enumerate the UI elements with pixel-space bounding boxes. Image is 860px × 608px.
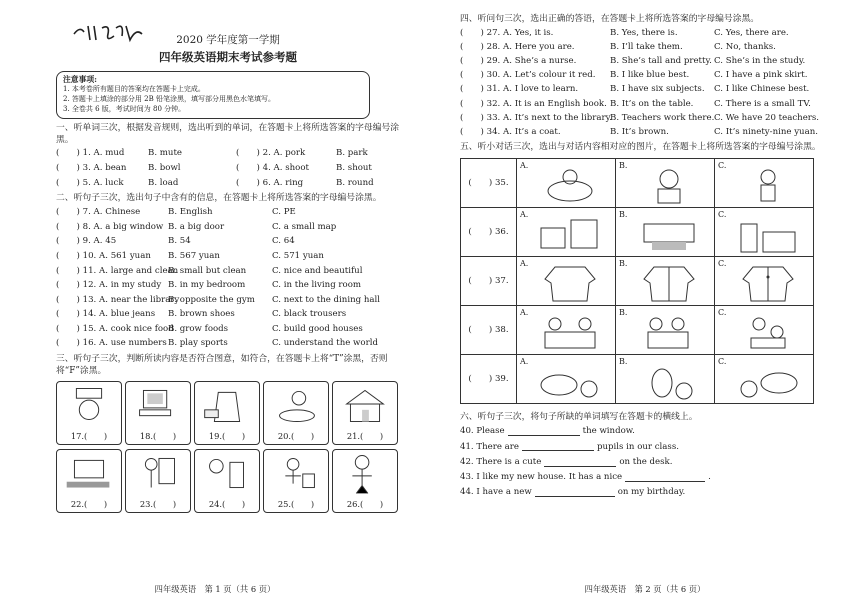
- answer-blank[interactable]: [508, 427, 580, 436]
- picture-cell: [332, 381, 398, 445]
- option-text: B. Yes, there is.: [610, 27, 678, 38]
- option-text: B. I like blue best.: [610, 70, 690, 81]
- question-number: ( ) 38.: [461, 306, 517, 355]
- option-letter: A.: [520, 308, 529, 318]
- option-text: C. Yes, there are.: [714, 27, 789, 38]
- option-text: B. I’ll take them.: [610, 41, 683, 52]
- option-text: B. It’s brown.: [610, 126, 669, 137]
- option-text: B. Teachers work there.: [610, 112, 715, 123]
- picture-option: [517, 306, 616, 355]
- page-2: [430, 0, 860, 608]
- illustration-icon: [634, 310, 704, 352]
- option-letter: A.: [520, 259, 529, 269]
- option-text: C. No, thanks.: [714, 41, 776, 52]
- picture-grid: [56, 381, 400, 513]
- question-row: [56, 249, 400, 264]
- sentence-start: 43. I like my new house. It has a nice: [460, 471, 623, 482]
- picture-option: [616, 257, 715, 306]
- table-row: [461, 257, 814, 306]
- option-text: ( ) 7. A. Chinese: [56, 207, 141, 218]
- section-6-list: [460, 424, 838, 500]
- answer-blank[interactable]: [544, 458, 616, 467]
- option-text: B. bowl: [148, 163, 181, 174]
- option-text: ( ) 3. A. bean: [56, 163, 127, 174]
- table-row: [461, 306, 814, 355]
- picture-option: [517, 355, 616, 404]
- picture-option: [715, 355, 814, 404]
- illustration-icon: [634, 359, 704, 401]
- option-text: B. a big door: [168, 221, 225, 232]
- option-text: C. It’s ninety-nine yuan.: [714, 126, 818, 137]
- picture-cell: [263, 449, 329, 513]
- option-text: B. 54: [168, 236, 191, 247]
- picture-option: [715, 257, 814, 306]
- option-letter: A.: [520, 161, 529, 171]
- option-text: C. We have 20 teachers.: [714, 112, 820, 123]
- picture-cell: [125, 449, 191, 513]
- option-text: C. She’s in the study.: [714, 55, 806, 66]
- option-letter: B.: [619, 210, 628, 220]
- illustration-icon: [195, 450, 259, 496]
- question-row: [56, 147, 400, 162]
- fill-blank-row: [460, 439, 838, 454]
- notice-item: 2. 答题卡上填涂的部分用 2B 铅笔涂黑，填写部分用黑色水笔填写。: [63, 95, 275, 104]
- picture-option: [616, 355, 715, 404]
- exam-title: 四年级英语期末考试参考题: [159, 50, 297, 65]
- option-text: C. black trousers: [272, 309, 347, 320]
- table-row: [461, 355, 814, 404]
- question-row: [56, 322, 400, 337]
- picture-option: [616, 306, 715, 355]
- option-text: B. play sports: [168, 338, 228, 349]
- sentence-end: pupils in our class.: [597, 441, 679, 452]
- option-letter: B.: [619, 259, 628, 269]
- question-row: [56, 264, 400, 279]
- option-text: C. There is a small TV.: [714, 98, 811, 109]
- picture-option: [715, 159, 814, 208]
- illustration-icon: [535, 163, 605, 205]
- option-letter: B.: [619, 161, 628, 171]
- question-row: [460, 40, 838, 54]
- question-row: [460, 125, 838, 139]
- question-row: [56, 234, 400, 249]
- illustration-icon: [733, 212, 803, 254]
- option-text: ( ) 4. A. shoot: [236, 163, 309, 174]
- answer-blank[interactable]: [625, 473, 705, 482]
- question-row: [56, 220, 400, 235]
- option-text: B. I have six subjects.: [610, 84, 705, 95]
- option-text: C. 64: [272, 236, 295, 247]
- page-footer: 四年级英语 第 2 页（共 6 页）: [584, 584, 706, 594]
- option-text: B. grow foods: [168, 323, 229, 334]
- option-text: ( ) 14. A. blue jeans: [56, 309, 156, 320]
- picture-cell: [194, 449, 260, 513]
- illustration-icon: [733, 359, 803, 401]
- sentence-start: 40. Please: [460, 426, 505, 437]
- sentence-end: the window.: [582, 426, 635, 437]
- picture-label: 25.( ): [277, 498, 315, 509]
- question-row: [56, 161, 400, 176]
- notice-title: 注意事项:: [63, 74, 98, 84]
- question-number: ( ) 36.: [461, 208, 517, 257]
- illustration-icon: [264, 382, 328, 428]
- option-text: ( ) 15. A. cook nice food: [56, 323, 174, 334]
- table-row: [461, 208, 814, 257]
- illustration-icon: [57, 382, 121, 428]
- question-row: [56, 293, 400, 308]
- fill-blank-row: [460, 485, 838, 500]
- sentence-end: on my birthday.: [617, 487, 686, 498]
- illustration-icon: [535, 212, 605, 254]
- question-row: [460, 97, 838, 111]
- picture-option: [616, 159, 715, 208]
- option-text: B. small but clean: [168, 265, 247, 276]
- option-text: C. nice and beautiful: [272, 265, 363, 276]
- section-1-list: [56, 147, 400, 191]
- section-3-title: 三、听句子三次，判断所读内容是否符合图意，如符合，在答题卡上将“T”涂黑，否则将“F”涂黑。: [56, 354, 388, 377]
- question-row: [460, 54, 838, 68]
- answer-blank[interactable]: [535, 488, 615, 497]
- option-text: ( ) 29. A. She’s a nurse.: [460, 55, 577, 66]
- option-text: B. 567 yuan: [168, 250, 220, 261]
- illustration-icon: [535, 359, 605, 401]
- sentence-start: 42. There is a cute: [460, 456, 542, 467]
- section-2-list: [56, 205, 400, 351]
- option-text: ( ) 32. A. It is an English book.: [460, 98, 607, 109]
- option-text: ( ) 12. A. in my study: [56, 280, 162, 291]
- section-5-title: 五、听小对话三次，选出与对话内容相对应的图片，在答题卡上将所选答案的字母编号涂黑。: [460, 142, 821, 153]
- question-row: [56, 337, 400, 352]
- illustration-icon: [264, 450, 328, 496]
- handwritten-logo: [70, 20, 150, 44]
- option-text: B. load: [148, 177, 179, 188]
- picture-label: 21.( ): [346, 430, 384, 441]
- notice-item: 1. 本考卷所有题目的答案均在答题卡上完成。: [63, 85, 205, 94]
- option-letter: C.: [718, 259, 727, 269]
- option-text: ( ) 9. A. 45: [56, 236, 117, 247]
- picture-label: 17.( ): [70, 430, 108, 441]
- option-text: B. in my bedroom: [168, 280, 246, 291]
- option-letter: A.: [520, 357, 529, 367]
- picture-label: 18.( ): [139, 430, 177, 441]
- notice-item: 3. 全卷共 6 版，考试时间为 80 分钟。: [63, 105, 186, 113]
- option-text: ( ) 31. A. I love to learn.: [460, 84, 579, 95]
- option-text: B. mute: [148, 148, 183, 159]
- option-letter: B.: [619, 357, 628, 367]
- picture-cell: [125, 381, 191, 445]
- option-text: B. English: [168, 207, 213, 218]
- option-text: C. 571 yuan: [272, 250, 324, 261]
- fill-blank-row: [460, 455, 838, 470]
- answer-blank[interactable]: [522, 442, 594, 451]
- picture-cell: [194, 381, 260, 445]
- option-letter: C.: [718, 161, 727, 171]
- option-text: B. park: [336, 148, 368, 159]
- illustration-icon: [733, 163, 803, 205]
- question-row: [56, 278, 400, 293]
- section-5-table: [460, 158, 814, 404]
- picture-option: [517, 257, 616, 306]
- sentence-start: 41. There are: [460, 441, 519, 452]
- illustration-icon: [126, 450, 190, 496]
- option-text: C. next to the dining hall: [272, 294, 381, 305]
- section-1-title: 一、听单词三次，根据发音规则，选出听到的单词，在答题卡上将所选答案的字母编号涂黑。: [56, 122, 400, 145]
- question-row: [56, 176, 400, 191]
- page-footer: 四年级英语 第 1 页（共 6 页）: [154, 584, 276, 594]
- illustration-icon: [634, 261, 704, 303]
- option-text: ( ) 33. A. It’s next to the library.: [460, 112, 613, 123]
- illustration-icon: [535, 261, 605, 303]
- picture-option: [715, 306, 814, 355]
- option-letter: B.: [619, 308, 628, 318]
- illustration-icon: [195, 382, 259, 428]
- question-row: [460, 68, 838, 82]
- option-letter: C.: [718, 357, 727, 367]
- picture-label: 26.( ): [346, 498, 384, 509]
- section-2-title: 二、听句子三次，选出句子中含有的信息，在答题卡上将所选答案的字母编号涂黑。: [56, 193, 382, 204]
- option-text: ( ) 1. A. mud: [56, 148, 125, 159]
- section-6-title: 六、听句子三次，将句子所缺的单词填写在答题卡的横线上。: [460, 412, 698, 423]
- picture-option: [517, 208, 616, 257]
- illustration-icon: [733, 310, 803, 352]
- option-text: ( ) 6. A. ring: [236, 177, 304, 188]
- option-text: B. It’s on the table.: [610, 98, 694, 109]
- fill-blank-row: [460, 470, 838, 485]
- option-text: C. PE: [272, 207, 296, 218]
- sentence-start: 44. I have a new: [460, 487, 532, 498]
- option-text: ( ) 11. A. large and clean: [56, 265, 179, 276]
- option-text: B. opposite the gym: [168, 294, 255, 305]
- option-text: B. brown shoes: [168, 309, 235, 320]
- question-row: [56, 307, 400, 322]
- option-text: C. I have a pink skirt.: [714, 70, 808, 81]
- picture-cell: [56, 449, 122, 513]
- sentence-end: .: [708, 471, 711, 482]
- option-text: ( ) 8. A. a big window: [56, 221, 164, 232]
- year-title: 2020 学年度第一学期: [176, 34, 280, 46]
- option-text: ( ) 27. A. Yes, it is.: [460, 27, 554, 38]
- illustration-icon: [333, 450, 397, 496]
- illustration-icon: [634, 163, 704, 205]
- option-text: B. She’s tall and pretty.: [610, 55, 712, 66]
- option-text: ( ) 13. A. near the library: [56, 294, 180, 305]
- picture-option: [715, 208, 814, 257]
- picture-option: [616, 208, 715, 257]
- picture-cell: [332, 449, 398, 513]
- option-text: B. round: [336, 177, 374, 188]
- question-number: ( ) 37.: [461, 257, 517, 306]
- option-text: ( ) 16. A. use numbers: [56, 338, 167, 349]
- option-text: C. understand the world: [272, 338, 378, 349]
- table-row: [461, 159, 814, 208]
- option-text: ( ) 28. A. Here you are.: [460, 41, 575, 52]
- notice-box: [56, 71, 370, 119]
- picture-label: 23.( ): [139, 498, 177, 509]
- option-letter: C.: [718, 308, 727, 318]
- section-4-list: [460, 26, 838, 140]
- illustration-icon: [535, 310, 605, 352]
- fill-blank-row: [460, 424, 838, 439]
- picture-label: 20.( ): [277, 430, 315, 441]
- illustration-icon: [733, 261, 803, 303]
- illustration-icon: [57, 450, 121, 496]
- option-text: C. in the living room: [272, 280, 362, 291]
- question-row: [460, 26, 838, 40]
- picture-label: 19.( ): [208, 430, 246, 441]
- option-letter: C.: [718, 210, 727, 220]
- option-text: ( ) 5. A. luck: [56, 177, 124, 188]
- option-text: ( ) 10. A. 561 yuan: [56, 250, 151, 261]
- illustration-icon: [126, 382, 190, 428]
- section-4-title: 四、听问句三次，选出正确的答语，在答题卡上将所选答案的字母编号涂黑。: [460, 14, 760, 24]
- question-row: [460, 83, 838, 97]
- picture-option: [517, 159, 616, 208]
- option-text: ( ) 2. A. pork: [236, 148, 306, 159]
- option-text: B. shout: [336, 163, 372, 174]
- option-text: C. I like Chinese best.: [714, 84, 810, 95]
- option-text: ( ) 34. A. It’s a coat.: [460, 126, 561, 137]
- illustration-icon: [333, 382, 397, 428]
- sentence-end: on the desk.: [619, 456, 673, 467]
- question-row: [56, 205, 400, 220]
- option-text: C. build good houses: [272, 323, 363, 334]
- question-number: ( ) 35.: [461, 159, 517, 208]
- question-number: ( ) 39.: [461, 355, 517, 404]
- picture-cell: [263, 381, 329, 445]
- picture-label: 22.( ): [70, 498, 108, 509]
- option-text: ( ) 30. A. Let’s colour it red.: [460, 70, 596, 81]
- illustration-icon: [634, 212, 704, 254]
- option-letter: A.: [520, 210, 529, 220]
- question-row: [460, 111, 838, 125]
- picture-cell: [56, 381, 122, 445]
- option-text: C. a small map: [272, 221, 337, 232]
- picture-label: 24.( ): [208, 498, 246, 509]
